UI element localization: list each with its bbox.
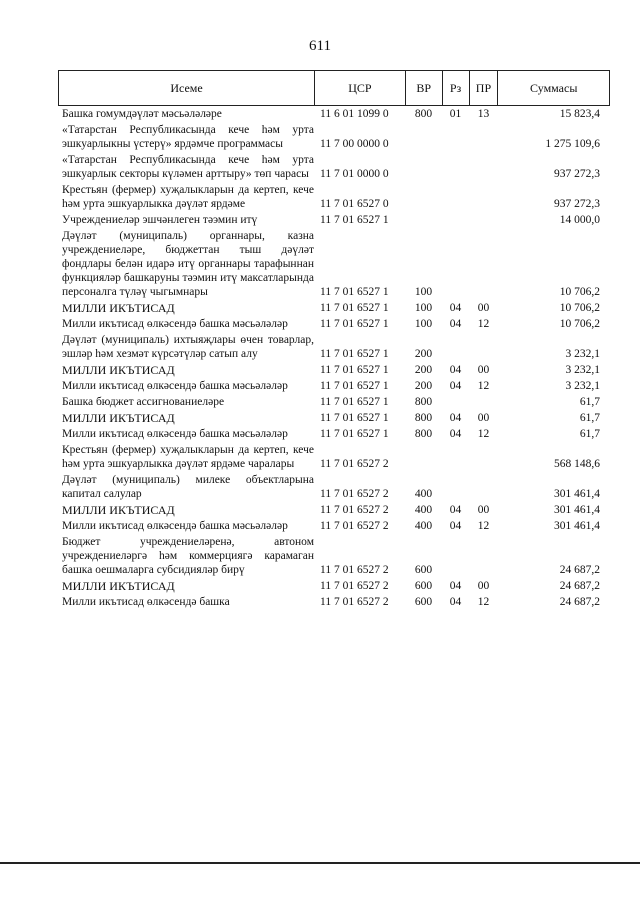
cell-sum: 301 461,4 [554, 504, 600, 516]
cell-csr: 11 7 01 6527 1 [320, 214, 389, 226]
cell-rz: 04 [449, 380, 462, 392]
cell-vr: 800 [414, 396, 433, 408]
cell-sum: 24 687,2 [559, 580, 600, 592]
cell-csr: 11 7 01 6527 1 [320, 428, 389, 440]
cell-pr: 00 [477, 412, 490, 424]
cell-csr: 11 7 00 0000 0 [320, 138, 389, 150]
cell-name: Бюджет учреждениеләренә, автоном учреждениеләргә һәм коммерциягә карамаган башка оешмаларга субсидияләр бирү [62, 536, 314, 576]
header-pr: ПР [469, 71, 498, 105]
cell-sum: 24 687,2 [559, 596, 600, 608]
cell-name: Крестьян (фермер) хуҗалыкларын да кертеп, кече һәм урта эшкуарлыкка дәүләт ярдәме чаралары [62, 444, 314, 470]
cell-name: Башка гомумдәүләт мәсьәләләре [62, 108, 222, 120]
cell-rz: 04 [449, 318, 462, 330]
table-row [58, 106, 610, 122]
cell-name: Милли икътисад өлкәсендә башка мәсьәләләр [62, 380, 288, 392]
cell-sum: 301 461,4 [554, 488, 600, 500]
cell-rz: 04 [449, 428, 462, 440]
cell-pr: 00 [477, 504, 490, 516]
cell-name: «Татарстан Республикасында кече һәм урта эшкуарлыкны үстерү» ярдәмче программасы [62, 124, 314, 150]
cell-vr: 200 [414, 380, 433, 392]
cell-sum: 10 706,2 [559, 286, 600, 298]
table-row [58, 152, 610, 182]
cell-vr: 400 [414, 488, 433, 500]
cell-sum: 3 232,1 [565, 380, 600, 392]
table-row [58, 182, 610, 212]
cell-name: «Татарстан Республикасында кече һәм урта эшкуарлык секторы күләмен арттыру» төп чарасы [62, 154, 314, 180]
cell-csr: 11 7 01 6527 0 [320, 198, 389, 210]
cell-sum: 24 687,2 [559, 564, 600, 576]
table-row [58, 332, 610, 362]
table-row [58, 426, 610, 442]
cell-vr: 200 [414, 348, 433, 360]
cell-vr: 200 [414, 364, 433, 376]
table-row [58, 122, 610, 152]
cell-sum: 937 272,3 [554, 198, 600, 210]
cell-sum: 15 823,4 [559, 108, 600, 120]
cell-csr: 11 7 01 6527 1 [320, 364, 389, 376]
cell-csr: 11 7 01 6527 2 [320, 580, 389, 592]
page-number: 611 [309, 38, 331, 54]
cell-sum: 61,7 [579, 412, 600, 424]
cell-pr: 12 [477, 520, 490, 532]
table-row [58, 472, 610, 502]
budget-table [58, 70, 610, 610]
table-row [58, 518, 610, 534]
cell-sum: 61,7 [579, 396, 600, 408]
cell-vr: 600 [414, 596, 433, 608]
table-row [58, 394, 610, 410]
cell-sum: 3 232,1 [565, 364, 600, 376]
cell-name: Милли икътисад өлкәсендә башка [62, 596, 230, 608]
cell-pr: 13 [477, 108, 490, 120]
cell-pr: 00 [477, 580, 490, 592]
table-row [58, 316, 610, 332]
cell-name: Милли икътисад өлкәсендә башка мәсьәләләр [62, 318, 288, 330]
cell-csr: 11 7 01 6527 2 [320, 564, 389, 576]
cell-rz: 04 [449, 302, 462, 314]
cell-csr: 11 7 01 6527 1 [320, 318, 389, 330]
cell-rz: 04 [449, 504, 462, 516]
cell-csr: 11 7 01 6527 2 [320, 458, 389, 470]
cell-csr: 11 7 01 6527 1 [320, 348, 389, 360]
cell-rz: 04 [449, 596, 462, 608]
cell-name: Крестьян (фермер) хуҗалыкларын да кертеп, кече һәм урта эшкуарлыкка дәүләт ярдәме [62, 184, 314, 210]
cell-name: МИЛЛИ ИКЪТИСАД [62, 503, 175, 517]
cell-name: Милли икътисад өлкәсендә башка мәсьәләләр [62, 428, 288, 440]
header-rz: Рз [442, 71, 469, 105]
cell-name: Учреждениеләр эшчәнлеген тәэмин итү [62, 214, 258, 226]
cell-vr: 100 [414, 286, 433, 298]
cell-pr: 12 [477, 380, 490, 392]
table-row [58, 578, 610, 594]
table-row [58, 228, 610, 300]
cell-rz: 01 [449, 108, 462, 120]
cell-sum: 568 148,6 [554, 458, 600, 470]
table-header [58, 70, 610, 106]
header-vr: ВР [405, 71, 442, 105]
table-row [58, 594, 610, 610]
table-row [58, 378, 610, 394]
cell-vr: 600 [414, 564, 433, 576]
cell-csr: 11 7 01 6527 1 [320, 286, 389, 298]
cell-vr: 100 [414, 318, 433, 330]
cell-vr: 800 [414, 412, 433, 424]
cell-sum: 14 000,0 [559, 214, 600, 226]
cell-vr: 800 [414, 108, 433, 120]
cell-vr: 400 [414, 520, 433, 532]
cell-vr: 600 [414, 580, 433, 592]
cell-rz: 04 [449, 520, 462, 532]
table-row [58, 300, 610, 316]
cell-pr: 00 [477, 364, 490, 376]
cell-sum: 937 272,3 [554, 168, 600, 180]
table-body [58, 106, 610, 610]
cell-csr: 11 7 01 0000 0 [320, 168, 389, 180]
cell-vr: 400 [414, 504, 433, 516]
cell-sum: 301 461,4 [554, 520, 600, 532]
cell-rz: 04 [449, 580, 462, 592]
cell-sum: 1 275 109,6 [545, 138, 600, 150]
cell-rz: 04 [449, 364, 462, 376]
table-row [58, 442, 610, 472]
table-row [58, 362, 610, 378]
cell-name: Дәүләт (муниципаль) ихтыяҗлары өчен товарлар, эшләр һәм хезмәт күрсәтүләр сатып алу [62, 334, 314, 360]
cell-name: Дәүләт (муниципаль) милеке объектларына капитал салулар [62, 474, 314, 500]
table-row [58, 410, 610, 426]
cell-pr: 12 [477, 596, 490, 608]
cell-sum: 3 232,1 [565, 348, 600, 360]
cell-vr: 100 [414, 302, 433, 314]
cell-sum: 10 706,2 [559, 302, 600, 314]
cell-csr: 11 7 01 6527 1 [320, 396, 389, 408]
cell-sum: 10 706,2 [559, 318, 600, 330]
cell-name: МИЛЛИ ИКЪТИСАД [62, 579, 175, 593]
cell-pr: 12 [477, 318, 490, 330]
cell-pr: 00 [477, 302, 490, 314]
table-row [58, 502, 610, 518]
header-name: Исеме [170, 80, 203, 95]
cell-name: МИЛЛИ ИКЪТИСАД [62, 301, 175, 315]
header-sum: Суммасы [497, 71, 609, 105]
cell-name: МИЛЛИ ИКЪТИСАД [62, 411, 175, 425]
cell-csr: 11 7 01 6527 1 [320, 302, 389, 314]
cell-name: Башка бюджет ассигнованиеләре [62, 396, 225, 408]
cell-csr: 11 7 01 6527 2 [320, 488, 389, 500]
cell-csr: 11 7 01 6527 2 [320, 596, 389, 608]
cell-sum: 61,7 [579, 428, 600, 440]
cell-vr: 800 [414, 428, 433, 440]
table-row [58, 534, 610, 578]
cell-pr: 12 [477, 428, 490, 440]
cell-name: Милли икътисад өлкәсендә башка мәсьәләләр [62, 520, 288, 532]
cell-csr: 11 6 01 1099 0 [320, 108, 389, 120]
bottom-rule [0, 862, 640, 864]
cell-csr: 11 7 01 6527 1 [320, 380, 389, 392]
cell-name: Дәүләт (муниципаль) органнары, казна учреждениеләре, бюджеттан тыш дәүләт фондлары белән идарә итү органнары тарафыннан функцияләр башкаруны тәэмин итү максатларында персоналга түләү чыгымнары [62, 230, 314, 298]
cell-csr: 11 7 01 6527 1 [320, 412, 389, 424]
cell-name: МИЛЛИ ИКЪТИСАД [62, 363, 175, 377]
table-row [58, 212, 610, 228]
cell-csr: 11 7 01 6527 2 [320, 504, 389, 516]
cell-rz: 04 [449, 412, 462, 424]
cell-csr: 11 7 01 6527 2 [320, 520, 389, 532]
header-csr: ЦСР [314, 71, 405, 105]
